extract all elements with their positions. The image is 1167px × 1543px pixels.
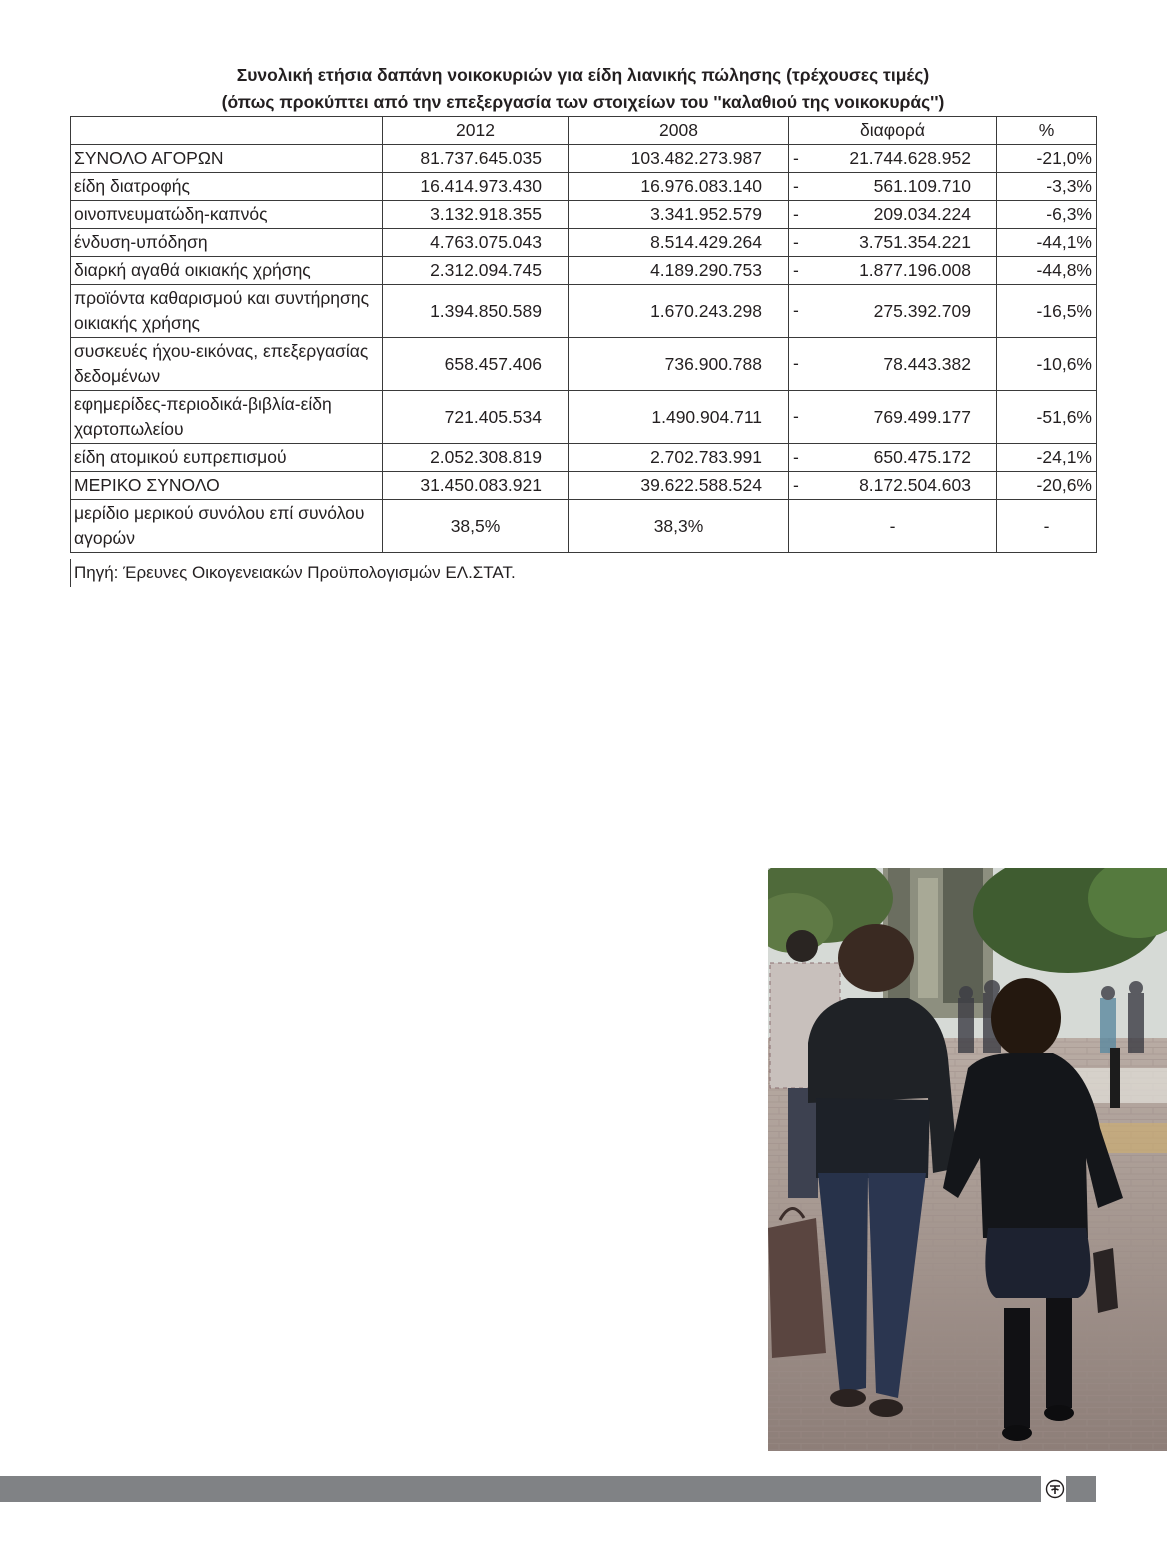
table-row [71, 173, 1097, 201]
difference-sign: - [793, 204, 799, 224]
value-2012: 16.414.973.430 [383, 173, 569, 201]
row-label: προϊόντα καθαρισμού και συντήρησης οικιακής χρήσης [71, 285, 383, 338]
difference-sign: - [793, 475, 799, 495]
value-2008: 1.490.904.711 [569, 391, 789, 444]
difference-cell [789, 391, 997, 444]
row-label: συσκευές ήχου-εικόνας, επεξεργασίας δεδομένων [71, 338, 383, 391]
difference-cell [789, 257, 997, 285]
value-2008: 4.189.290.753 [569, 257, 789, 285]
table-row [71, 500, 1097, 553]
value-2008: 3.341.952.579 [569, 201, 789, 229]
header-difference: διαφορά [789, 117, 997, 145]
source-note: Πηγή: Έρευνες Οικογενειακών Προϋπολογισμών ΕΛ.ΣΤΑΤ. [70, 559, 516, 587]
table-row [71, 257, 1097, 285]
difference-value: 3.751.354.221 [859, 232, 971, 252]
value-2012: 3.132.918.355 [383, 201, 569, 229]
value-2012: 721.405.534 [383, 391, 569, 444]
header-label [71, 117, 383, 145]
difference-value: 78.443.382 [883, 353, 971, 374]
value-2012: 658.457.406 [383, 338, 569, 391]
footer-page-tab [1066, 1476, 1096, 1502]
row-label: μερίδιο μερικού συνόλου επί συνόλου αγορών [71, 500, 383, 553]
value-2012: 81.737.645.035 [383, 145, 569, 173]
value-2008: 38,3% [569, 500, 789, 553]
row-label: ΜΕΡΙΚΟ ΣΥΝΟΛΟ [71, 472, 383, 500]
value-2008: 103.482.273.987 [569, 145, 789, 173]
percent-value: -44,1% [997, 229, 1097, 257]
difference-sign: - [793, 447, 799, 467]
difference-sign: - [793, 353, 799, 373]
value-2012: 1.394.850.589 [383, 285, 569, 338]
difference-cell [789, 229, 997, 257]
difference-sign: - [793, 232, 799, 252]
header-percent: % [997, 117, 1097, 145]
difference-value: 209.034.224 [873, 204, 971, 224]
percent-value: -3,3% [997, 173, 1097, 201]
table-row [71, 391, 1097, 444]
value-2008: 736.900.788 [569, 338, 789, 391]
row-label: ΣΥΝΟΛΟ ΑΓΟΡΩΝ [71, 145, 383, 173]
difference-sign: - [793, 148, 799, 168]
value-2012: 38,5% [383, 500, 569, 553]
value-2008: 8.514.429.264 [569, 229, 789, 257]
row-label: διαρκή αγαθά οικιακής χρήσης [71, 257, 383, 285]
difference-value: 561.109.710 [873, 176, 971, 196]
value-2012: 2.052.308.819 [383, 444, 569, 472]
value-2012: 2.312.094.745 [383, 257, 569, 285]
difference-sign: - [793, 300, 799, 320]
table-row [71, 201, 1097, 229]
header-2008: 2008 [569, 117, 789, 145]
difference-cell [789, 173, 997, 201]
header-2012: 2012 [383, 117, 569, 145]
percent-value: -24,1% [997, 444, 1097, 472]
percent-value: -51,6% [997, 391, 1097, 444]
percent-value: -16,5% [997, 285, 1097, 338]
table-row [71, 229, 1097, 257]
table-row [71, 145, 1097, 173]
value-2008: 16.976.083.140 [569, 173, 789, 201]
difference-cell [789, 201, 997, 229]
table-title-line2: (όπως προκύπτει από την επεξεργασία των στοιχείων του ''καλαθιού της νοικοκυράς'') [221, 92, 945, 112]
difference-value: 8.172.504.603 [859, 475, 971, 495]
percent-value: -10,6% [997, 338, 1097, 391]
table-header-row [71, 117, 1097, 145]
row-label: είδη ατομικού ευπρεπισμού [71, 444, 383, 472]
publisher-logo-icon [1045, 1479, 1065, 1499]
percent-value: -21,0% [997, 145, 1097, 173]
value-2008: 2.702.783.991 [569, 444, 789, 472]
value-2008: 1.670.243.298 [569, 285, 789, 338]
percent-value: -6,3% [997, 201, 1097, 229]
difference-cell [789, 285, 997, 338]
row-label: οινοπνευματώδη-καπνός [71, 201, 383, 229]
shoppers-photo [768, 868, 1167, 1451]
difference-sign: - [793, 406, 799, 426]
table-row [71, 472, 1097, 500]
difference-cell [789, 145, 997, 173]
difference-value: 769.499.177 [873, 406, 971, 427]
difference-value: - [789, 500, 997, 553]
difference-cell [789, 472, 997, 500]
percent-value: -20,6% [997, 472, 1097, 500]
table-title-line1: Συνολική ετήσια δαπάνη νοικοκυριών για είδη λιανικής πώλησης (τρέχουσες τιμές) [236, 65, 930, 85]
difference-sign: - [793, 176, 799, 196]
table-row [71, 285, 1097, 338]
value-2008: 39.622.588.524 [569, 472, 789, 500]
percent-value: - [997, 500, 1097, 553]
row-label: εφημερίδες-περιοδικά-βιβλία-είδη χαρτοπωλείου [71, 391, 383, 444]
footer-bar [0, 1476, 1041, 1502]
value-2012: 31.450.083.921 [383, 472, 569, 500]
row-label: είδη διατροφής [71, 173, 383, 201]
percent-value: -44,8% [997, 257, 1097, 285]
value-2012: 4.763.075.043 [383, 229, 569, 257]
row-label: ένδυση-υπόδηση [71, 229, 383, 257]
spending-table [70, 116, 1097, 553]
difference-value: 21.744.628.952 [849, 148, 971, 168]
difference-value: 275.392.709 [873, 300, 971, 321]
table-row [71, 444, 1097, 472]
difference-cell [789, 444, 997, 472]
table-row [71, 338, 1097, 391]
difference-value: 1.877.196.008 [859, 260, 971, 280]
difference-cell [789, 338, 997, 391]
difference-value: 650.475.172 [873, 447, 971, 467]
difference-sign: - [793, 260, 799, 280]
